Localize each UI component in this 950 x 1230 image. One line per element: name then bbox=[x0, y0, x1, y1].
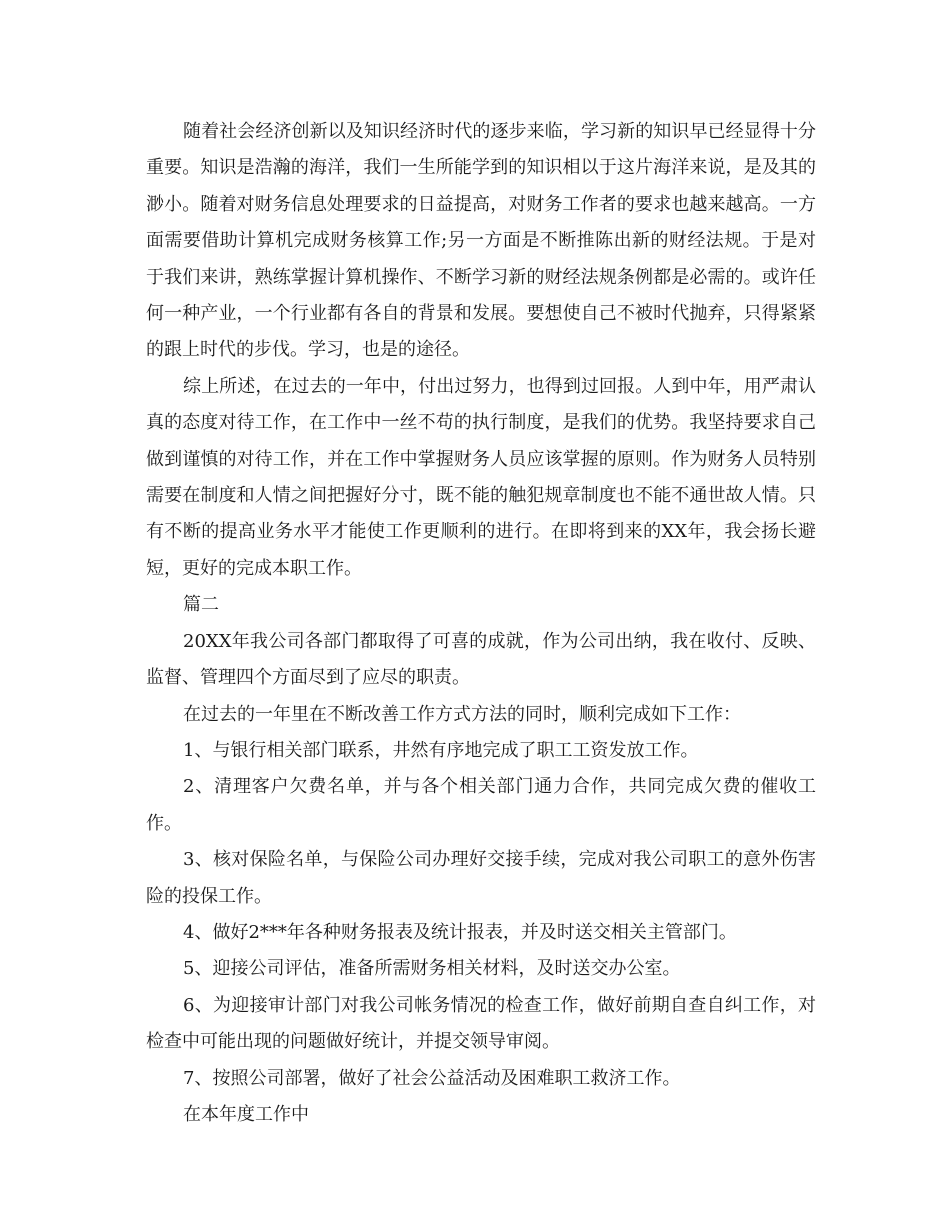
paragraph-summary: 综上所述，在过去的一年中，付出过努力，也得到过回报。人到中年，用严肃认真的态度对待工作，在工作中一丝不苟的执行制度，是我们的优势。我坚持要求自己做到谨慎的对待工作，并在工作中掌握财务人员应该掌握的原则。作为财务人员特别需要在制度和人情之间把握好分寸，既不能的触犯规章制度也不能不通世故人情。只有不断的提高业务水平才能使工作更顺利的进行。在即将到来的XX年，我会扬长避短，更好的完成本职工作。 bbox=[146, 375, 816, 579]
section-heading-part-two: 篇二 bbox=[183, 594, 219, 616]
list-item-4: 4、做好2***年各种财务报表及统计报表，并及时送交相关主管部门。 bbox=[183, 921, 737, 943]
list-item-2: 2、清理客户欠费名单，并与各个相关部门通力合作，共同完成欠费的催收工作。 bbox=[146, 776, 816, 834]
paragraph-work-intro: 在过去的一年里在不断改善工作方式方法的同时，顺利完成如下工作： bbox=[183, 703, 741, 725]
paragraph-achievements: 20XX年我公司各部门都取得了可喜的成就，作为公司出纳，我在收付、反映、监督、管理四个方面尽到了应尽的职责。 bbox=[146, 630, 816, 689]
document-body bbox=[146, 114, 816, 1133]
list-item-6: 6、为迎接审计部门对我公司帐务情况的检查工作，做好前期自查自纠工作，对检查中可能出现的问题做好统计，并提交领导审阅。 bbox=[146, 994, 816, 1053]
list-item-3: 3、核对保险名单，与保险公司办理好交接手续，完成对我公司职工的意外伤害险的投保工作。 bbox=[146, 849, 816, 907]
paragraph-study-importance: 随着社会经济创新以及知识经济时代的逐步来临，学习新的知识早已经显得十分重要。知识是浩瀚的海洋，我们一生所能学到的知识相以于这片海洋来说，是及其的渺小。随着对财务信息处理要求的日益提高，对财务工作者的要求也越来越高。一方面需要借助计算机完成财务核算工作;另一方面是不断推陈出新的财经法规。于是对于我们来讲，熟练掌握计算机操作、不断学习新的财经法规条例都是必需的。或许任何一种产业，一个行业都有各自的背景和发展。要想使自己不被时代抛弃，只得紧紧的跟上时代的步伐。学习，也是的途径。 bbox=[146, 121, 816, 361]
list-item-5: 5、迎接公司评估，准备所需财务相关材料，及时送交办公室。 bbox=[183, 958, 681, 980]
list-item-7: 7、按照公司部署，做好了社会公益活动及困难职工救济工作。 bbox=[183, 1067, 681, 1089]
paragraph-this-year: 在本年度工作中 bbox=[183, 1103, 309, 1125]
list-item-1: 1、与银行相关部门联系，井然有序地完成了职工工资发放工作。 bbox=[183, 739, 699, 761]
